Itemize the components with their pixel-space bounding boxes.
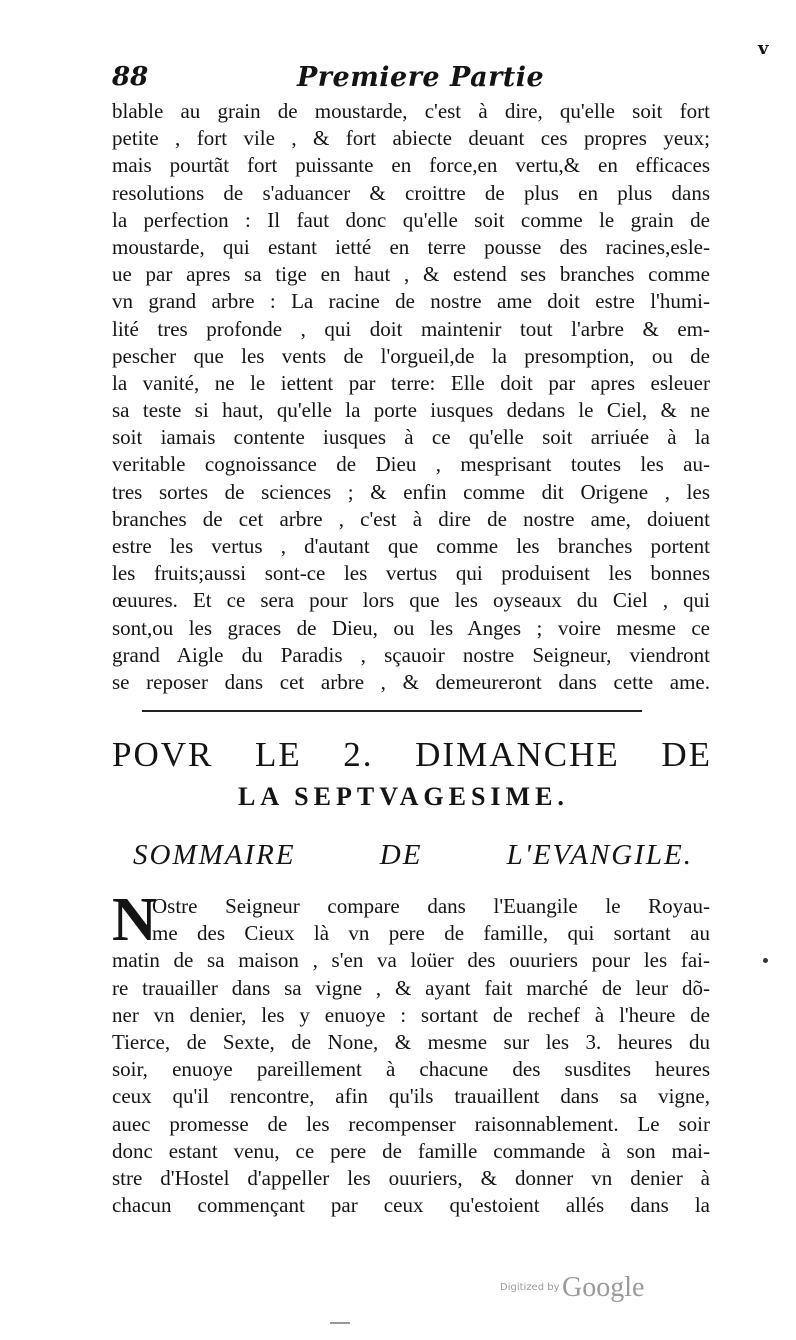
text-line: soit iamais contente iusques à ce qu'elle soit arriuée à la	[112, 425, 710, 450]
second-paragraph	[112, 893, 710, 1219]
text-line: sont,ou les graces de Dieu, ou les Anges ; voire mesme ce	[112, 615, 710, 640]
text-line: tres sortes de sciences ; & enfin comme dit Origene , les	[112, 479, 710, 504]
text-line: la perfection : Il faut donc qu'elle soit comme le grain de	[112, 207, 710, 232]
corner-mark: v	[758, 38, 769, 59]
text-line: mais pourtãt fort puissante en force,en vertu,& en efficaces	[112, 153, 710, 178]
text-line: œuures. Et ce sera pour lors que les oyseaux du Ciel , qui	[112, 588, 710, 613]
text-line: pescher que les vents de l'orgueil,de la presomption, ou de	[112, 343, 710, 368]
text-line: chacun commençant par ceux qu'estoient allés dans la	[112, 1193, 710, 1218]
footer-mark	[330, 1322, 350, 1324]
text-line: stre d'Hostel d'appeller les ouuriers, & donner vn denier à	[112, 1165, 710, 1190]
drop-cap: N	[112, 886, 157, 954]
text-line: Tierce, de Sexte, de None, & mesme sur les 3. heures du	[112, 1029, 710, 1054]
text-line: Ostre Seigneur compare dans l'Euangile le Royau-	[152, 894, 710, 918]
section-rule	[142, 710, 642, 712]
text-line: ceux qu'il rencontre, afin qu'ils trauaillent dans sa vigne,	[112, 1084, 710, 1109]
text-line: auec promesse de les recompenser raisonnablement. Le soir	[112, 1111, 710, 1136]
text-line: branches de cet arbre , c'est à dire de nostre ame, doiuent	[112, 506, 710, 531]
text-line: me des Cieux là vn pere de famille, qui sortant au	[152, 921, 710, 946]
text-line: blable au grain de moustarde, c'est à dire, qu'elle soit fort	[112, 99, 710, 123]
google-logo: Google	[562, 1272, 645, 1303]
text-line: grand Aigle du Paradis , sçauoir nostre Seigneur, viendront	[112, 642, 710, 667]
text-line: veritable cognoissance de Dieu , mesprisant toutes les au-	[112, 452, 710, 477]
margin-dot	[763, 958, 768, 963]
digitized-label: Digitized by	[500, 1282, 560, 1293]
text-line: donc estant venu, ce pere de famille commande à son mai-	[112, 1138, 710, 1163]
text-line: moustarde, qui estant ietté en terre pousse des racines,esle-	[112, 234, 710, 259]
text-line: re trauailler dans sa vigne , & ayant fait marché de leur dõ-	[112, 975, 710, 1000]
text-line: matin de sa maison , s'en va loüer des ouuriers pour les fai-	[112, 948, 710, 973]
text-line: se reposer dans cet arbre , & demeureront dans cette ame.	[112, 669, 710, 694]
text-line: estre les vertus , d'autant que comme les branches portent	[112, 534, 710, 558]
text-line: ner vn denier, les y enuoye : sortant de rechef à l'heure de	[112, 1002, 710, 1027]
text-line: soir, enuoye pareillement à chacune des susdites heures	[112, 1057, 710, 1082]
section-title-line2: LA SEPTVAGESIME.	[238, 782, 569, 811]
page-header	[112, 62, 712, 96]
text-line: ue par apres sa tige en haut , & estend ses branches comme	[112, 262, 710, 287]
text-line: les fruits;aussi sont-ce les vertus qui produisent les bonnes	[112, 561, 710, 586]
running-head: Premiere Partie	[297, 62, 545, 93]
text-line: lité tres profonde , qui doit maintenir tout l'arbre & em-	[112, 316, 710, 341]
page-number: 88	[112, 62, 149, 92]
text-line: sa teste si haut, qu'elle la porte iusques dedans le Ciel, & ne	[112, 398, 710, 423]
section-title-line1: POVR LE 2. DIMANCHE DE	[112, 735, 712, 774]
text-line: petite , fort vile , & fort abiecte deuant ces propres yeux;	[112, 126, 710, 151]
text-line: vn grand arbre : La racine de nostre ame doit estre l'humi-	[112, 289, 710, 314]
top-paragraph	[112, 98, 710, 696]
text-line: la vanité, ne le iettent par terre: Elle doit par apres esleuer	[112, 370, 710, 395]
section-subtitle: SOMMAIRE DE L'EVANGILE.	[133, 839, 693, 871]
text-line: resolutions de s'aduancer & croittre de plus en plus dans	[112, 180, 710, 205]
